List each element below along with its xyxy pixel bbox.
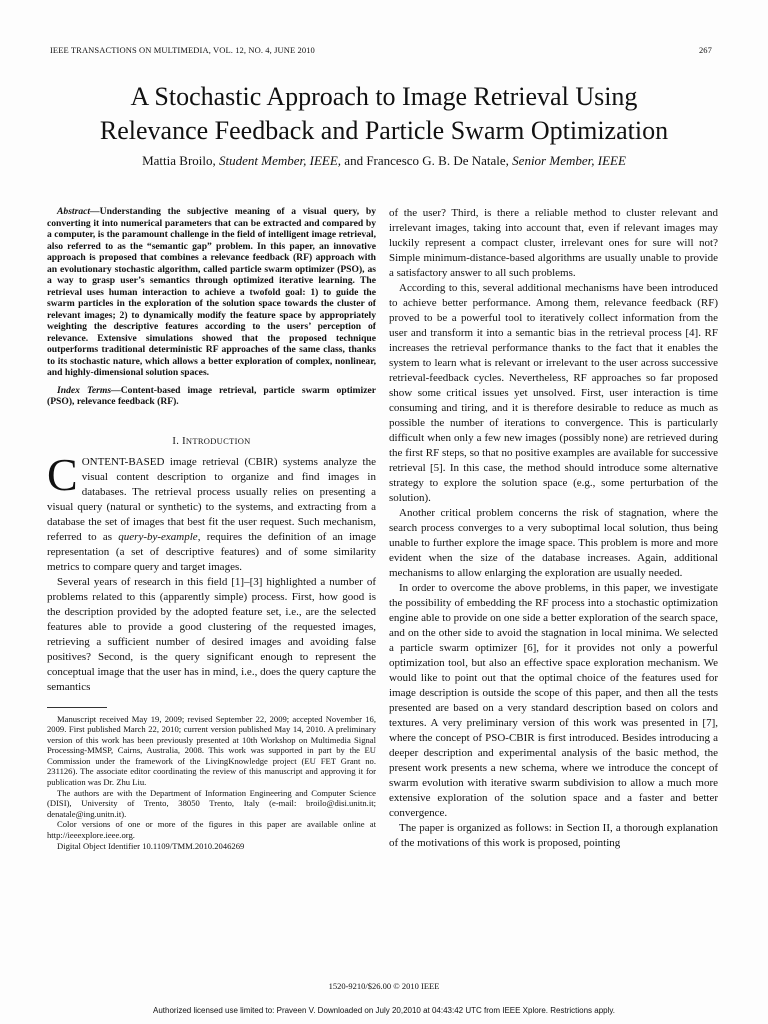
- intro-paragraph-2: Several years of research in this field [1]–[3] highlighted a number of problems related to this (apparently simple) process. First, how good is the description provided by the adopted feature set, i.e., are the selected features able to provide a good clustering of the requested images, retrieving a sufficient number of desired images and avoiding false positives? Second, is the query significant enough to represent the conceptual image that the user has in mind, i.e., does the query capture the semantics: [47, 575, 376, 693]
- right-paragraph-4: In order to overcome the above problems, in this paper, we investigate the possibility of embedding the RF process into a stochastic optimization engine able to provide on one side a better exploration of the search space, and on the other side to avoid the stagnation in local minima. We selected a particle swarm optimizer [6], for it provides not only a powerful optimization tool, but also an effective space exploration mechanism. We would like to point out that the optimal choice of the features used for image description is outside the scope of this paper, and then all the tests presented are based on a very standard description based on colors and textures. A very preliminary version of this work was presented in [7], where the concept of PSO-CBIR is first introduced. Besides introducing a deeper description and experimental analysis of the basic method, the present work presents a new schema, where we introduce the concept of swarm evolution with iterative swarm subdivision to allow a much more extensive exploration of the solution space and a faster and better convergence.: [389, 582, 718, 819]
- footnote-manuscript: Manuscript received May 19, 2009; revised September 22, 2009; accepted November 16, 2009. First published March 22, 2010; current version published May 14, 2010. A preliminary version of this work has been previously presented at 10th Workshop on Multimedia Signal Processing-MMSP, Cairns, Australia, 2008. This work was supported in part by the EU Commission under the framework of the LivingKnowledge project (EU FET Grant no. 231126). The associate editor coordinating the review of this manuscript and approving it for publication was Dr. Zhu Liu.: [47, 713, 376, 788]
- index-terms-text: Content-based image retrieval, particle swarm optimizer (PSO), relevance feedback (RF).: [47, 384, 376, 407]
- author-1-name: Mattia Broilo,: [142, 153, 216, 168]
- footer-copyright: 1520-9210/$26.00 © 2010 IEEE: [328, 981, 440, 991]
- abstract: [47, 206, 376, 379]
- paper-title: [40, 80, 728, 148]
- footnote-affiliation: The authors are with the Department of Information Engineering and Computer Science (DISI), University of Trento, 38050 Trento, Italy (e-mail: broilo@disi.unitn.it; denatale@ing.unitn.it).: [47, 787, 376, 819]
- index-terms-label: Index Terms—: [57, 384, 121, 396]
- section-heading-introduction: [47, 434, 376, 449]
- journal-name: IEEE TRANSACTIONS ON MULTIMEDIA, VOL. 12, NO. 4, JUNE 2010: [50, 45, 315, 55]
- abstract-text: Understanding the subjective meaning of a visual query, by converting it into numerical parameters that can be extracted and compared by a computer, is the paramount challenge in the field of intelligent image retrieval, also referred to as the “semantic gap” problem. In this paper, an innovative approach is proposed that combines a relevance feedback (RF) approach with an evolutionary stochastic algorithm, called particle swarm optimizer (PSO), as a way to grasp user’s semantics through optimized iterative learning. The retrieval uses human interaction to achieve a twofold goal: 1) to guide the swarm particles in the exploration of the solution space towards the cluster of relevant images; 2) to dynamically modify the feature space by appropriately weighting the descriptive features according to the users’ perception of relevance. Extensive simulations showed that the proposed technique outperforms traditional deterministic RF approaches of the same class, thanks to its stochastic nature, which allows a better exploration of complex, nonlinear, and highly-dimensional solution spaces.: [47, 206, 376, 378]
- author-2-role: Senior Member, IEEE: [512, 153, 626, 168]
- footer-license-notice: Authorized licensed use limited to: Praveen V. Downloaded on July 20,2010 at 04:43:42 UTC from IEEE Xplore. Restrictions apply.: [152, 1006, 616, 1015]
- footnotes: [47, 714, 376, 852]
- right-column: [389, 206, 718, 851]
- title-line-1: A Stochastic Approach to Image Retrieval Using: [130, 82, 638, 111]
- right-paragraph-1: of the user? Third, is there a reliable method to cluster relevant and irrelevant images, taking into account that, even if relevant images may luckily represent a compact cluster, irrelevant ones for sure will not? Simple minimum-distance-based algorithms are usually unable to provide a satisfactory answer to all such problems.: [389, 207, 718, 279]
- drop-cap: C: [47, 448, 78, 500]
- right-paragraph-2: According to this, several additional mechanisms have been introduced to achieve better performance. Among them, relevance feedback (RF) proved to be a powerful tool to iteratively collect information from the user and transform it into a semantic bias in the retrieval process [4]. RF increases the retrieval performance thanks to the fact that it enables the system to learn what is relevant or irrelevant to the user across successive retrieval-feedback cycles. Nevertheless, RF approaches so far proposed show some critical issues yet unsolved. First, user interaction is time consuming and tiring, and it is therefore desirable to reduce as much as possible the number of iterations to convergence. This is particularly difficult when only a few new images (possibly none) are retrieved during the first RF steps, so that no positive examples are available for successive retrieval [5]. In this case, the method should introduce some alternative strategy to explore the solution space (e.g., some perturbation of the solution).: [389, 282, 718, 504]
- author-line: [40, 153, 728, 169]
- section-first-letter: I: [182, 435, 186, 447]
- author-2-name: Francesco G. B. De Natale,: [366, 153, 509, 168]
- section-title-rest: NTRODUCTION: [185, 435, 251, 446]
- left-column: [47, 206, 376, 851]
- index-terms: [47, 385, 376, 408]
- intro-paragraph-1: [47, 448, 376, 575]
- right-paragraph-3: Another critical problem concerns the risk of stagnation, where the search process converges to a very suboptimal local solution, thus being unable to further explore the image space. This problem is more and more evident when the size of the database increases. Again, additional mechanisms to allow enlarging the exploration are usually needed.: [389, 507, 718, 579]
- author-and: and: [344, 153, 364, 168]
- running-header: [50, 45, 712, 55]
- footnote-color-versions: Color versions of one or more of the figures in this paper are available online at http://ieeexplore.ieee.org.: [47, 819, 376, 841]
- section-number: I.: [172, 435, 180, 447]
- right-paragraph-5: The paper is organized as follows: in Section II, a thorough explanation of the motivations of this work is proposed, pointing: [389, 822, 718, 849]
- intro-p1-tail: , requires the definition of an image representation (a set of descriptive features) and of some similarity metrics to compare query and target images.: [47, 530, 376, 573]
- footnote-doi: Digital Object Identifier 10.1109/TMM.2010.2046269: [57, 840, 245, 851]
- title-line-2: Relevance Feedback and Particle Swarm Optimization: [99, 116, 669, 145]
- author-1-role: Student Member, IEEE,: [219, 153, 342, 168]
- intro-p1-lead: ONTENT-BASED image retrieval (CBIR) systems analyze the visual content description to organize and find images in databases. The retrieval process usually relies on presenting a visual query (natural or synthetic) to the systems, and extracting from a database the set of images that best fit the user request. Such mechanism, referred to as: [47, 455, 376, 543]
- page-number: 267: [698, 45, 712, 55]
- footnote-divider: [47, 707, 107, 708]
- abstract-label: Abstract—: [57, 206, 100, 217]
- intro-p1-emphasis: query-by-example: [118, 530, 198, 543]
